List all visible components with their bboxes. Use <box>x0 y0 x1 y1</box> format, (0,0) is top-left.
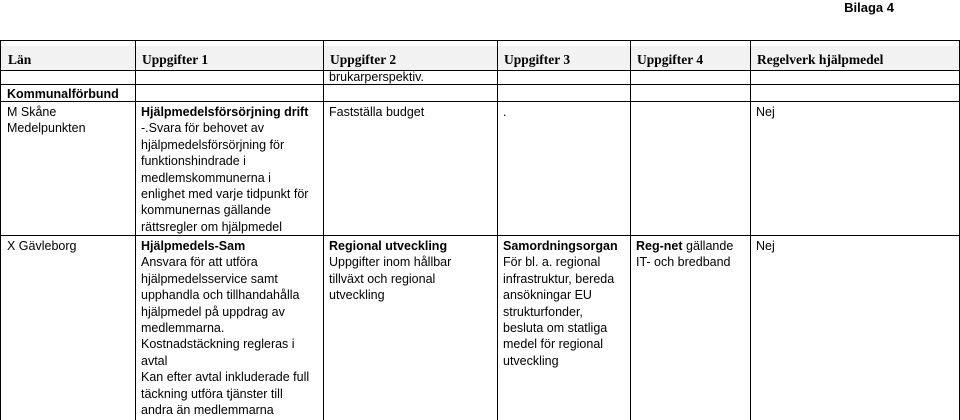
column-divider <box>135 40 136 420</box>
header-lan: Län <box>8 52 32 67</box>
row2-uppgift2-title: Regional utveckling <box>329 239 448 253</box>
row1-uppgift1 <box>141 104 308 235</box>
carryover-row-border <box>0 84 960 85</box>
row2-uppgift3-line: För bl. a. regional <box>503 255 601 270</box>
row2-uppgift4 <box>636 238 733 271</box>
row2-uppgift1-line: täckning utföra tjänster till <box>141 386 283 401</box>
column-divider <box>750 40 751 420</box>
row2-uppgift3 <box>503 238 618 369</box>
row2-uppgift2-line: tillväxt och regional <box>329 271 436 286</box>
row2-uppgift1-line: upphandla och tillhandahålla <box>141 288 300 303</box>
row2-uppgift3-line: strukturfonder, <box>503 304 583 319</box>
page-label: Bilaga 4 <box>844 0 894 15</box>
row2-uppgift4-title: Reg-net <box>636 239 683 253</box>
row2-uppgift3-line: ansökningar EU <box>503 288 592 303</box>
row2-uppgift1-line: hjälpmedelsservice samt <box>141 271 278 286</box>
row2-uppgift3-line: utveckling <box>503 353 559 368</box>
row2-uppgift1-line: Ansvara för att utföra <box>141 255 258 270</box>
row1-lan <box>7 104 86 137</box>
row1-regelverk: Nej <box>756 105 775 119</box>
column-divider <box>323 40 324 420</box>
row1-uppgift1-line: rättsregler om hjälpmedel <box>141 219 283 234</box>
row1-uppgift1-line: enlighet med varje tidpunkt för <box>141 187 309 202</box>
table-top-border <box>0 40 960 41</box>
row2-uppgift3-line: medel för regional <box>503 337 604 352</box>
header-bottom-border <box>0 70 960 71</box>
row2-uppgift1-line: Kostnadstäckning regleras i <box>141 337 295 352</box>
header-uppgifter-2: Uppgifter 2 <box>330 52 397 67</box>
row1-uppgift2: Fastställa budget <box>329 105 425 119</box>
column-divider <box>497 40 498 420</box>
row2-uppgift1 <box>141 238 309 418</box>
row2-uppgift1-line: andra än medlemmarna <box>141 403 274 418</box>
row1-uppgift1-line: medlemskommunerna i <box>141 170 271 185</box>
row2-uppgift1-line: hjälpmedel på uppdrag av <box>141 304 285 319</box>
row1-uppgift1-line: kommunernas gällande <box>141 203 271 218</box>
header-uppgifter-3: Uppgifter 3 <box>504 52 571 67</box>
row2-uppgift2-line: utveckling <box>329 288 385 303</box>
row2-uppgift3-line: infrastruktur, bereda <box>503 271 615 286</box>
row2-uppgift1-title: Hjälpmedels-Sam <box>141 239 246 253</box>
column-divider <box>630 40 631 420</box>
header-regelverk: Regelverk hjälpmedel <box>757 52 884 67</box>
row1-lan-line: Medelpunkten <box>7 121 86 136</box>
section-row-border <box>0 101 960 102</box>
row1-uppgift1-line: funktionshindrade i <box>141 154 246 169</box>
row1-uppgift3: . <box>503 105 507 119</box>
row2-uppgift1-line: medlemmarna. <box>141 321 225 336</box>
row2-uppgift2 <box>329 238 451 304</box>
row2-uppgift4-heading <box>636 238 733 254</box>
row2-uppgift2-line: Uppgifter inom hållbar <box>329 255 452 270</box>
header-uppgifter-1: Uppgifter 1 <box>142 52 209 67</box>
row2-lan: X Gävleborg <box>7 239 77 253</box>
row1-uppgift1-line: hjälpmedelsförsörjning för <box>141 137 285 152</box>
row2-uppgift3-title: Samordningsorgan <box>503 239 618 253</box>
row2-uppgift1-line: Kan efter avtal inkluderade full <box>141 370 310 385</box>
row2-regelverk: Nej <box>756 239 775 253</box>
row2-uppgift4-line: IT- och bredband <box>636 255 731 270</box>
column-divider <box>0 40 1 420</box>
row1-lan-line: M Skåne <box>7 105 57 119</box>
row1-uppgift1-line: -.Svara för behovet av <box>141 121 264 136</box>
row1-uppgift1-title: Hjälpmedelsförsörjning drift <box>141 105 309 119</box>
carryover-text: brukarperspektiv. <box>329 70 424 84</box>
section-label: Kommunalförbund <box>7 87 119 101</box>
row2-uppgift3-line: besluta om statliga <box>503 321 608 336</box>
row2-uppgift4-title-rest: gällande <box>682 239 734 253</box>
header-uppgifter-4: Uppgifter 4 <box>637 52 704 67</box>
row2-uppgift1-line: avtal <box>141 353 168 368</box>
